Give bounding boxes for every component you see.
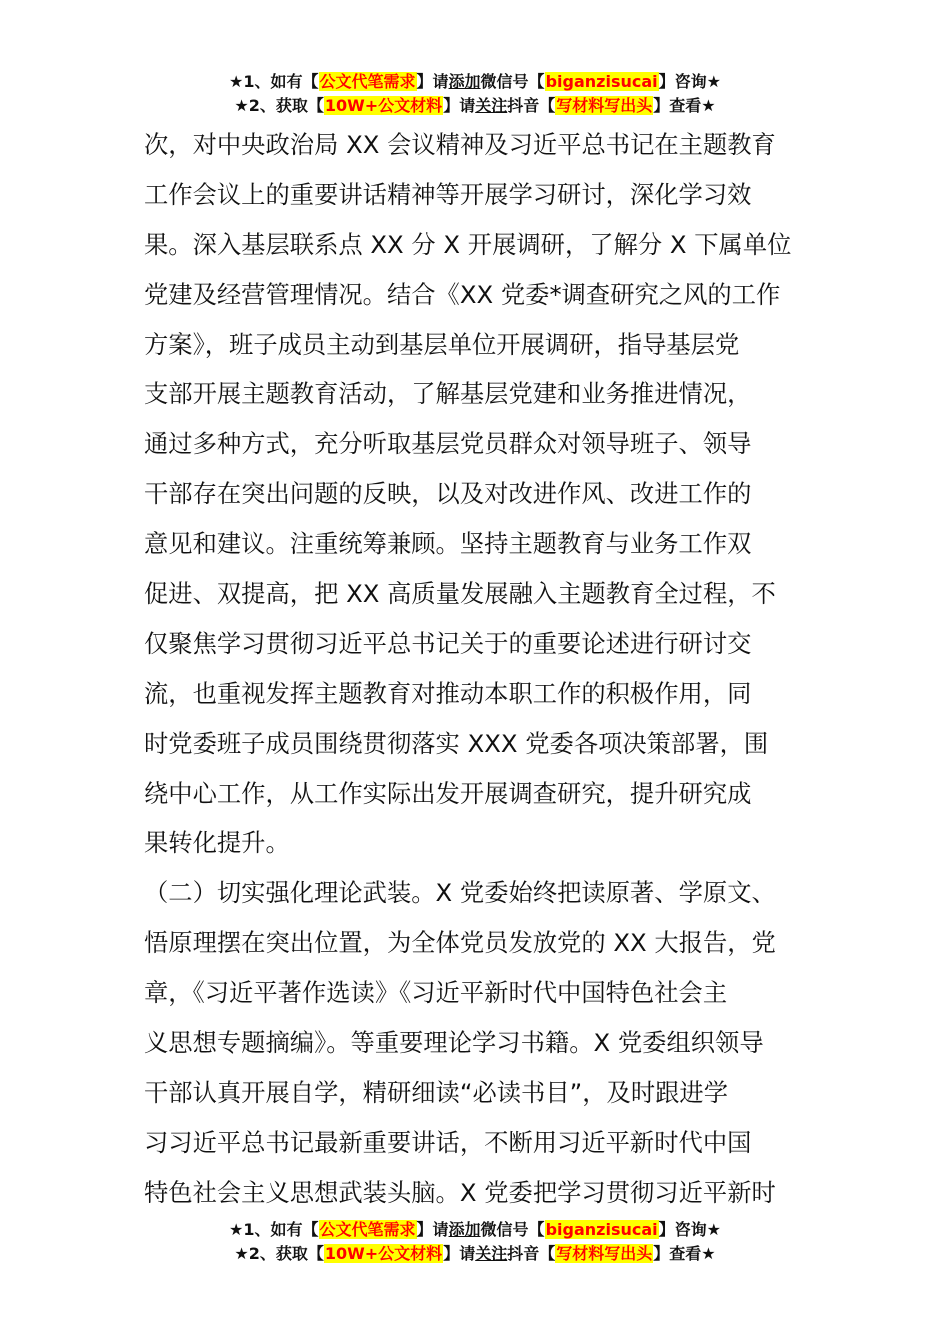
- banner-highlight-wechat-id: biganzisucai: [545, 72, 658, 91]
- body-line: 时党委班子成员围绕贯彻落实 XXX 党委各项决策部署，围: [144, 728, 769, 758]
- banner-text: 抖音【: [507, 96, 556, 115]
- footer-line-2: [0, 1242, 950, 1266]
- banner-underlined-text: 关注: [475, 96, 508, 115]
- banner-text: 微信号【: [480, 72, 545, 91]
- banner-highlight-douyin-id: 写材料写出头: [556, 1244, 653, 1263]
- body-line: 绕中心工作，从工作实际出发开展调查研究，提升研究成: [144, 778, 752, 808]
- body-line: 方案》，班子成员主动到基层单位开展调研，指导基层党: [144, 329, 740, 359]
- banner-highlight-materials: 10W+公文材料: [324, 1244, 443, 1263]
- banner-text: 】请: [416, 1220, 449, 1239]
- body-line: 章，《习近平著作选读》《习近平新时代中国特色社会主: [144, 978, 728, 1008]
- body-line: 习习近平总书记最新重要讲话，不断用习近平新时代中国: [144, 1127, 752, 1157]
- footer-banner: [0, 1218, 950, 1266]
- banner-text: 微信号【: [480, 1220, 545, 1239]
- body-line: 次，对中央政治局 XX 会议精神及习近平总书记在主题教育: [144, 130, 776, 159]
- body-line: 义思想专题摘编》。等重要理论学习书籍。X 党委组织领导: [144, 1028, 764, 1058]
- banner-highlight-service: 公文代笔需求: [319, 1220, 416, 1239]
- banner-text: ★2、获取【: [234, 1244, 324, 1263]
- footer-line-1: [0, 1218, 950, 1242]
- banner-text: ★1、如有【: [229, 1220, 319, 1239]
- header-banner: [0, 70, 950, 118]
- banner-text: 】查看★: [653, 1244, 716, 1263]
- banner-text: 】请: [443, 1244, 476, 1263]
- body-line: 干部存在突出问题的反映，以及对改进作风、改进工作的: [144, 479, 752, 509]
- body-line: 意见和建议。注重统筹兼顾。坚持主题教育与业务工作双: [144, 529, 752, 559]
- banner-text: 】咨询★: [658, 1220, 721, 1239]
- banner-line-1: [0, 70, 950, 94]
- body-line: 党建及经营管理情况。结合《XX 党委*调查研究之风的工作: [144, 279, 781, 309]
- banner-text: ★1、如有【: [229, 72, 319, 91]
- banner-text: 】咨询★: [658, 72, 721, 91]
- body-line: 果转化提升。: [144, 828, 290, 858]
- body-line: 特色社会主义思想武装头脑。X 党委把学习贯彻习近平新时: [144, 1177, 776, 1207]
- banner-text: ★2、获取【: [234, 96, 324, 115]
- banner-line-2: [0, 94, 950, 118]
- body-line: 流，也重视发挥主题教育对推动本职工作的积极作用，同: [144, 678, 752, 708]
- banner-highlight-wechat-id: biganzisucai: [545, 1220, 658, 1239]
- body-line: 果。深入基层联系点 XX 分 X 开展调研，了解分 X 下属单位: [144, 229, 792, 259]
- body-line: 悟原理摆在突出位置，为全体党员发放党的 XX 大报告，党: [144, 928, 776, 958]
- banner-underlined-text: 添加: [448, 72, 481, 91]
- banner-text: 】查看★: [653, 96, 716, 115]
- banner-highlight-materials: 10W+公文材料: [324, 96, 443, 115]
- body-line: 工作会议上的重要讲话精神等开展学习研讨，深化学习效: [144, 179, 752, 209]
- banner-text: 抖音【: [507, 1244, 556, 1263]
- body-line: 通过多种方式，充分听取基层党员群众对领导班子、领导: [144, 429, 752, 459]
- body-line: 促进、双提高，把 XX 高质量发展融入主题教育全过程，不: [144, 579, 776, 609]
- banner-highlight-service: 公文代笔需求: [319, 72, 416, 91]
- banner-text: 】请: [443, 96, 476, 115]
- document-body: [144, 120, 814, 1218]
- banner-highlight-douyin-id: 写材料写出头: [556, 96, 653, 115]
- body-line: 仅聚焦学习贯彻习近平总书记关于的重要论述进行研讨交: [144, 628, 752, 658]
- body-line: 干部认真开展自学，精研细读“必读书目”，及时跟进学: [144, 1077, 729, 1107]
- banner-underlined-text: 添加: [448, 1220, 481, 1239]
- body-line: （二）切实强化理论武装。X 党委始终把读原著、学原文、: [144, 878, 776, 908]
- body-line: 支部开展主题教育活动，了解基层党建和业务推进情况，: [144, 379, 752, 409]
- banner-text: 】请: [416, 72, 449, 91]
- banner-underlined-text: 关注: [475, 1244, 508, 1263]
